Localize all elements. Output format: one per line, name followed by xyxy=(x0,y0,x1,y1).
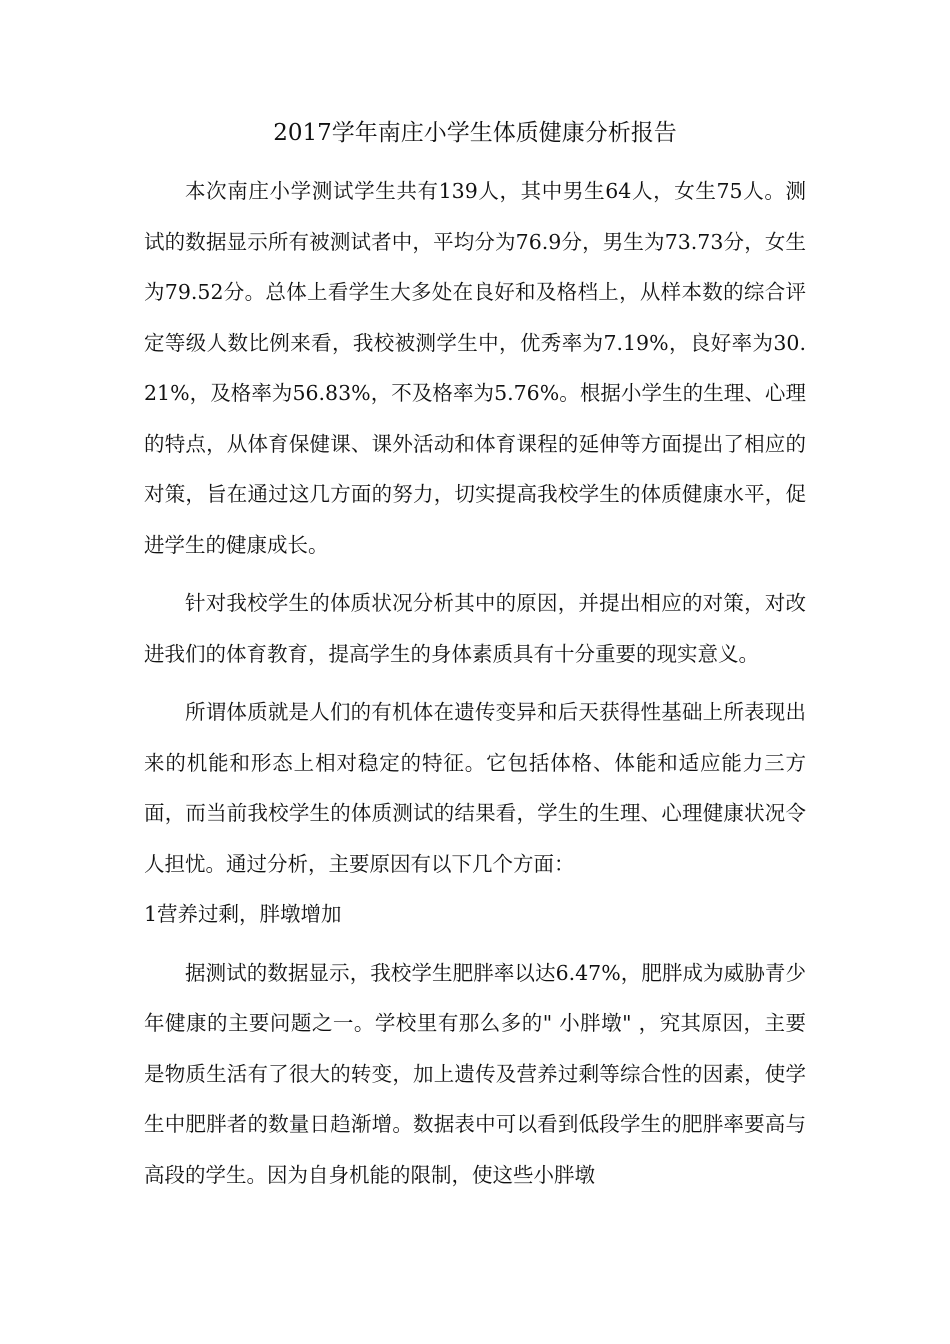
document-body xyxy=(144,166,806,1200)
section-heading-nutrition: 1营养过剩，胖墩增加 xyxy=(144,902,342,926)
document-title: 2017学年南庄小学生体质健康分析报告 xyxy=(273,120,677,146)
paragraph-obesity: 据测试的数据显示，我校学生肥胖率以达6.47%，肥胖成为威胁青少年健康的主要问题之一。学校里有那么多的" 小胖墩" ，究其原因，主要是物质生活有了很大的转变，加上遗传及营养过剩等综合性的因素，使学生中肥胖者的数量日趋渐增。数据表中可以看到低段学生的肥胖率要高与高段的学生。因为自身机能的限制，使这些小胖墩 xyxy=(144,960,806,1187)
paragraph-definition: 所谓体质就是人们的有机体在遗传变异和后天获得性基础上所表现出来的机能和形态上相对稳定的特征。它包括体格、体能和适应能力三方面，而当前我校学生的体质测试的结果看，学生的生理、心理健康状况令人担忧。通过分析，主要原因有以下几个方面： xyxy=(144,700,806,876)
paragraph-significance: 针对我校学生的体质状况分析其中的原因，并提出相应的对策，对改进我们的体育教育，提高学生的身体素质具有十分重要的现实意义。 xyxy=(144,591,806,666)
paragraph-test-summary: 本次南庄小学测试学生共有139人，其中男生64人，女生75人。测试的数据显示所有被测试者中，平均分为76.9分，男生为73.73分，女生为79.52分。总体上看学生大多处在良好和及格档上，从样本数的综合评定等级人数比例来看，我校被测学生中，优秀率为7.19%，良好率为30.21%，及格率为56.83%，不及格率为5.76%。根据小学生的生理、心理的特点，从体育保健课、课外活动和体育课程的延伸等方面提出了相应的对策，旨在通过这几方面的努力，切实提高我校学生的体质健康水平，促进学生的健康成长。 xyxy=(144,179,806,557)
